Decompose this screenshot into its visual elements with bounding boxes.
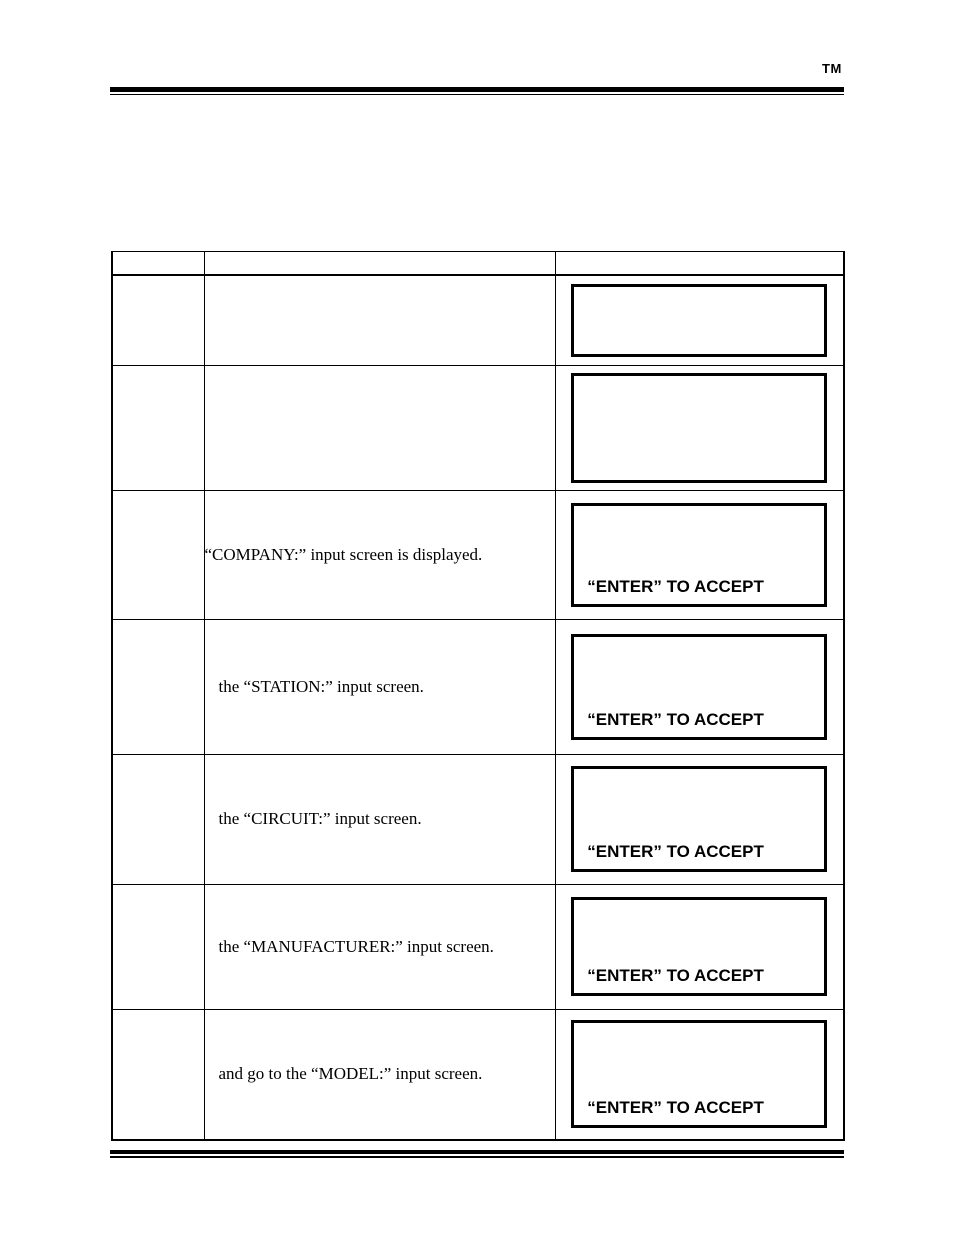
trademark-mark: TM <box>822 61 842 76</box>
lcd-screen <box>571 503 827 607</box>
lcd-screen <box>571 766 827 872</box>
display-cell <box>555 619 844 754</box>
table-row <box>112 884 844 1009</box>
lcd-enter-prompt: “ENTER” TO ACCEPT <box>587 576 764 596</box>
step-cell <box>112 884 204 1009</box>
lcd-screen <box>571 373 827 483</box>
lcd-enter-prompt: “ENTER” TO ACCEPT <box>587 966 764 985</box>
table-row <box>112 619 844 754</box>
step-cell <box>112 365 204 490</box>
display-cell <box>555 490 844 619</box>
lcd-enter-prompt: “ENTER” TO ACCEPT <box>587 842 764 861</box>
lcd-enter-prompt: “ENTER” TO ACCEPT <box>587 1098 764 1118</box>
table-row <box>112 754 844 884</box>
lcd-screen <box>571 897 827 996</box>
footer-rule <box>110 1150 844 1158</box>
step-cell <box>112 490 204 619</box>
action-cell <box>204 275 555 365</box>
table-row <box>112 275 844 365</box>
lcd-screen <box>571 1020 827 1128</box>
action-cell <box>204 365 555 490</box>
lcd-screen <box>571 634 827 740</box>
display-cell <box>555 1009 844 1140</box>
display-cell <box>555 275 844 365</box>
action-cell: the “CIRCUIT:” input screen. <box>204 754 555 884</box>
action-cell: “COMPANY:” input screen is displayed. <box>204 490 555 619</box>
display-cell <box>555 365 844 490</box>
display-cell <box>555 884 844 1009</box>
action-cell: the “STATION:” input screen. <box>204 619 555 754</box>
step-cell <box>112 619 204 754</box>
table-header-row <box>112 252 844 276</box>
step-cell <box>112 275 204 365</box>
step-cell <box>112 1009 204 1140</box>
action-cell: the “MANUFACTURER:” input screen. <box>204 884 555 1009</box>
header-rule <box>110 87 844 95</box>
column-header-action <box>204 252 555 276</box>
column-header-display <box>555 252 844 276</box>
column-header-step <box>112 252 204 276</box>
table-row <box>112 490 844 619</box>
table-row <box>112 365 844 490</box>
step-cell <box>112 754 204 884</box>
action-cell: and go to the “MODEL:” input screen. <box>204 1009 555 1140</box>
table-row <box>112 1009 844 1140</box>
lcd-enter-prompt: “ENTER” TO ACCEPT <box>587 709 764 729</box>
lcd-screen <box>571 284 827 357</box>
display-cell <box>555 754 844 884</box>
procedure-table <box>111 251 845 1141</box>
